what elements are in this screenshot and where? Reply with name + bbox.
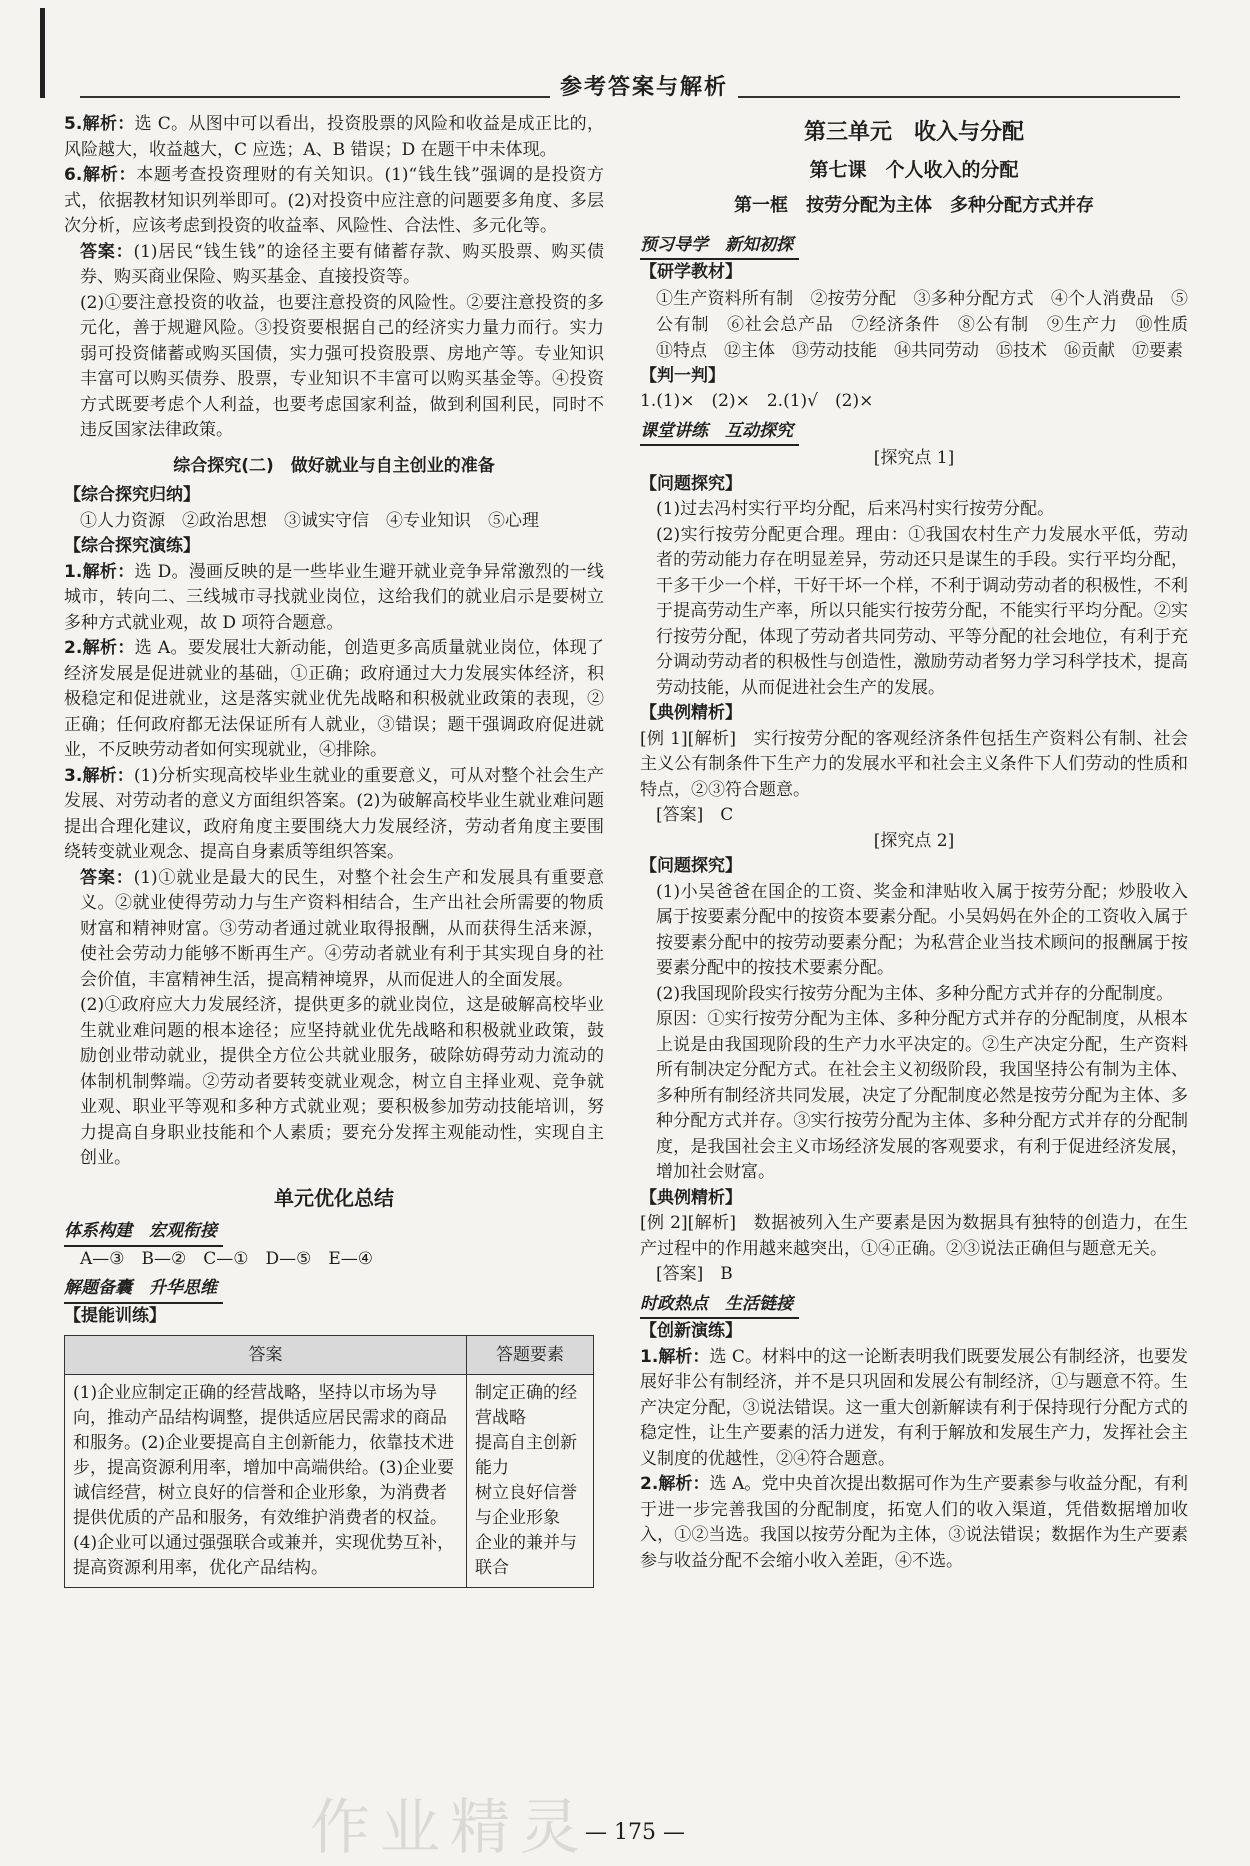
innovation-label: 【创新演练】 <box>640 1321 742 1341</box>
header-title: 参考答案与解析 <box>550 70 738 101</box>
watermark: 作业精灵 <box>310 1793 590 1863</box>
section-title: 综合探究(二) 做好就业与自主创业的准备 <box>173 455 495 476</box>
answer-6-part2: (2)①要注意投资的收益，也要注意投资的风险性。②要注意投资的多元化，善于规避风险。③投资要根据自己的经济实力量力而行。实力弱可投资储蓄或购买国债，实力强可投资股票、房地产等。专业知识丰富可以购买债券、股票，专业知识不丰富可以购买基金等。④投资方式既要考虑个人利益，也要考虑国家利益，做到利国利民，同时不违反国家法律政策。 <box>80 292 604 440</box>
summary-label: 【综合探究归纳】 <box>64 485 200 505</box>
question-2-part1: (1)小吴爸爸在国企的工资、奖金和津贴收入属于按劳分配；炒股收入属于按要素分配中的按资本要素分配。小吴妈妈在外企的工资收入属于按要素分配中的按劳动要素分配；为私营企业当技术顾问的报酬属于按要素分配中的按技术要素分配。 <box>656 881 1188 978</box>
page-header <box>80 68 1180 108</box>
table-header-elements: 答题要素 <box>467 1336 594 1375</box>
answer-table <box>64 1335 594 1588</box>
judge-label: 【判一判】 <box>640 365 725 386</box>
answer-3-part1: 答案：(1)①就业是最大的民生，对整个社会生产和发展具有重要意义。②就业使得劳动力与生产资料相结合，生产出社会所需要的物质财富和精神财富。③劳动者通过就业取得报酬，从而获得生活来源，使社会劳动力能够不断再生产。④劳动者就业有利于其实现自身的社会价值，丰富精神生活，提高精神境界，从而促进人的全面发展。 <box>80 867 604 990</box>
question-1-part1: (1)过去冯村实行平均分配，后来冯村实行按劳分配。 <box>656 499 1055 519</box>
table-answer-cell: (1)企业应制定正确的经营战略，坚持以市场为导向，推动产品结构调整，提供适应居民需求的商品和服务。(2)企业要提高自主创新能力，依靠技术进步，提高资源利用率，增加中高端供给。(3)企业要诚信经营，树立良好的信誉和企业形象，为消费者提供优质的产品和服务，有效维护消费者的权益。(4)企业可以通过强强联合或兼并，实现优势互补，提高资源利用率，优化产品结构。 <box>65 1375 467 1588</box>
innovation-2: 2.解析：选 A。党中央首次提出数据可作为生产要素参与收益分配，有利于进一步完善我国的分配制度，拓宽人们的收入渠道，凭借数据增加收入，①②当选。我国以按劳分配为主体，③说法错误；数据作为生产要素参与收益分配不会缩小收入差距，④不选。 <box>640 1474 1188 1571</box>
system-answers: A—③ B—② C—① D—⑤ E—④ <box>80 1248 374 1269</box>
example-1-answer: [答案] C <box>656 805 734 825</box>
innovation-1: 1.解析：选 C。材料中的这一论断表明我们既要发展公有制经济，也要发展好非公有制经济，并不是只巩固和发展公有制经济，①与题意不符。生产决定分配，③说法错误。这一重大创新解读有利于保持现行分配方式的稳定性，让生产要素的活力迸发，有利于解放和发展生产力，发挥社会主义制度的优越性，②④符合题意。 <box>640 1346 1188 1469</box>
example-1-text: [例 1][解析] 实行按劳分配的客观经济条件包括生产资料公有制、社会主义公有制条件下生产力的发展水平和社会主义条件下人们劳动的性质和特点，②③符合题意。 <box>640 728 1188 800</box>
table-elements-cell <box>467 1375 594 1588</box>
frame-title: 第一框 按劳分配为主体 多种分配方式并存 <box>734 195 1094 216</box>
page-number: — 175 — <box>585 1820 685 1845</box>
banner-solving: 解题备囊 升华思维 <box>64 1276 223 1304</box>
banner-preview: 预习导学 新知初探 <box>640 233 799 261</box>
item-5: 5.解析：选 C。从图中可以看出，投资股票的风险和收益是成正比的，风险越大，收益越大，C 应选；A、B 错误；D 在题干中未体现。 <box>64 114 604 160</box>
banner-class: 课堂讲练 互动探究 <box>640 419 799 447</box>
answer-3-part2: (2)①政府应大力发展经济，提供更多的就业岗位，这是破解高校毕业生就业难问题的根本途径；应坚持就业优先战略和积极就业政策，鼓励创业带动就业，提供全方位公共就业服务，破除妨碍劳动力流动的体制机制弊端。②劳动者要转变就业观念，树立自主择业观、竞争就业观、职业平等观和多种方式就业观；要积极参加劳动技能培训，努力提高自身职业技能和个人素质；要充分发挥主观能动性，实现自主创业。 <box>80 995 604 1168</box>
question-label-1: 【问题探究】 <box>640 473 742 494</box>
element-item: 提高自主创新能力 <box>475 1433 577 1478</box>
question-1-part2: (2)实行按劳分配更合理。理由：①我国农村生产力发展水平低，劳动者的劳动能力存在明显差异，劳动还只是谋生的手段。实行平均分配，干多干少一个样，干好干坏一个样，不利于调动劳动者的积极性，不利于提高劳动生产率，所以只能实行按劳分配，不能实行平均分配。②实行按劳分配，体现了劳动者共同劳动、平等分配的社会地位，有利于充分调动劳动者的积极性与创造性，激励劳动者努力学习科学技术，提高劳动技能，从而促进社会生产的发展。 <box>656 524 1188 698</box>
question-2-part2: (2)我国现阶段实行按劳分配为主体、多种分配方式并存的分配制度。 <box>656 983 1174 1004</box>
unit-title: 第三单元 收入与分配 <box>803 120 1024 145</box>
practice-2: 2.解析：选 A。要发展壮大新动能，创造更多高质量就业岗位，体现了经济发展是促进就业的基础，①正确；政府通过大力发展实体经济，积极稳定和促进就业，这是落实就业优先战略和积极就业政策的表现，②正确；任何政府都无法保证所有人就业，③错误；题干强调政府促进就业，不反映劳动者如何实现就业，④排除。 <box>64 638 604 760</box>
answer-6-part1: 答案：(1)居民“钱生钱”的途径主要有储蓄存款、购买股票、购买债券、购买商业保险、购买基金、直接投资等。 <box>80 241 604 287</box>
explore-point-2: [探究点 2] <box>873 830 955 851</box>
practice-1: 1.解析：选 D。漫画反映的是一些毕业生避开就业竞争异常激烈的一线城市，转向二、三线城市寻找就业岗位，这给我们的就业启示是要树立多种方式就业观，故 D 项符合题意。 <box>64 561 604 633</box>
practice-label: 【综合探究演练】 <box>64 536 200 556</box>
example-label-2: 【典例精析】 <box>640 1187 742 1208</box>
study-label: 【研学教材】 <box>640 262 742 282</box>
banner-news: 时政热点 生活链接 <box>640 1292 799 1320</box>
item-6: 6.解析：本题考查投资理财的有关知识。(1)“钱生钱”强调的是投资方式，依据教材知识列举即可。(2)对投资中应注意的问题要多角度、多层次分析，应该考虑到投资的收益率、风险性、合法性、多元化等。 <box>64 165 604 236</box>
judge-answers: 1.(1)× (2)× 2.(1)√ (2)× <box>640 391 874 411</box>
lesson-title: 第七课 个人收入的分配 <box>809 158 1019 181</box>
practice-3: 3.解析：(1)分析实现高校毕业生就业的重要意义，可从对整个社会生产发展、对劳动者的意义方面组织答案。(2)为破解高校毕业生就业难问题提出合理化建议，政府角度主要围绕大力发展经济，劳动者角度主要围绕转变就业观念、提高自身素质等组织答案。 <box>64 765 604 862</box>
banner-system: 体系构建 宏观衔接 <box>64 1219 223 1247</box>
element-item: 制定正确的经营战略 <box>475 1383 577 1428</box>
binding-spine <box>40 8 45 98</box>
summary-items: ①人力资源 ②政治思想 ③诚实守信 ④专业知识 ⑤心理 <box>80 510 539 531</box>
example-2-answer: [答案] B <box>656 1264 733 1284</box>
left-column <box>64 112 604 1588</box>
example-label-1: 【典例精析】 <box>640 703 742 723</box>
question-label-2: 【问题探究】 <box>640 856 742 876</box>
explore-point-1: [探究点 1] <box>873 448 955 468</box>
table-header-answer: 答案 <box>65 1336 467 1375</box>
right-column <box>640 112 1205 1574</box>
study-items: ①生产资料所有制 ②按劳分配 ③多种分配方式 ④个人消费品 ⑤公有制 ⑥社会总产品 ⑦经济条件 ⑧公有制 ⑨生产力 ⑩性质 ⑪特点 ⑫主体 ⑬劳动技能 ⑭共同劳动 ⑮技术 ⑯贡献 ⑰要素 <box>656 288 1205 361</box>
skill-label: 【提能训练】 <box>64 1305 166 1326</box>
element-item: 企业的兼并与联合 <box>475 1533 577 1578</box>
element-item: 树立良好信誉与企业形象 <box>475 1483 577 1528</box>
question-2-part3: 原因：①实行按劳分配为主体、多种分配方式并存的分配制度，从根本上说是由我国现阶段的生产力水平决定的。②生产决定分配，生产资料所有制决定分配方式。在社会主义初级阶段，我国坚持公有制为主体、多种所有制经济共同发展，决定了分配制度必然是按劳分配为主体、多种分配方式并存。③实行按劳分配为主体、多种分配方式并存的分配制度，是我国社会主义市场经济发展的客观要求，有利于促进经济发展，增加社会财富。 <box>656 1009 1188 1182</box>
example-2-text: [例 2][解析] 数据被列入生产要素是因为数据具有独特的创造力，在生产过程中的作用越来越突出，①④正确。②③说法正确但与题意无关。 <box>640 1213 1188 1259</box>
unit-summary-title: 单元优化总结 <box>274 1185 394 1210</box>
